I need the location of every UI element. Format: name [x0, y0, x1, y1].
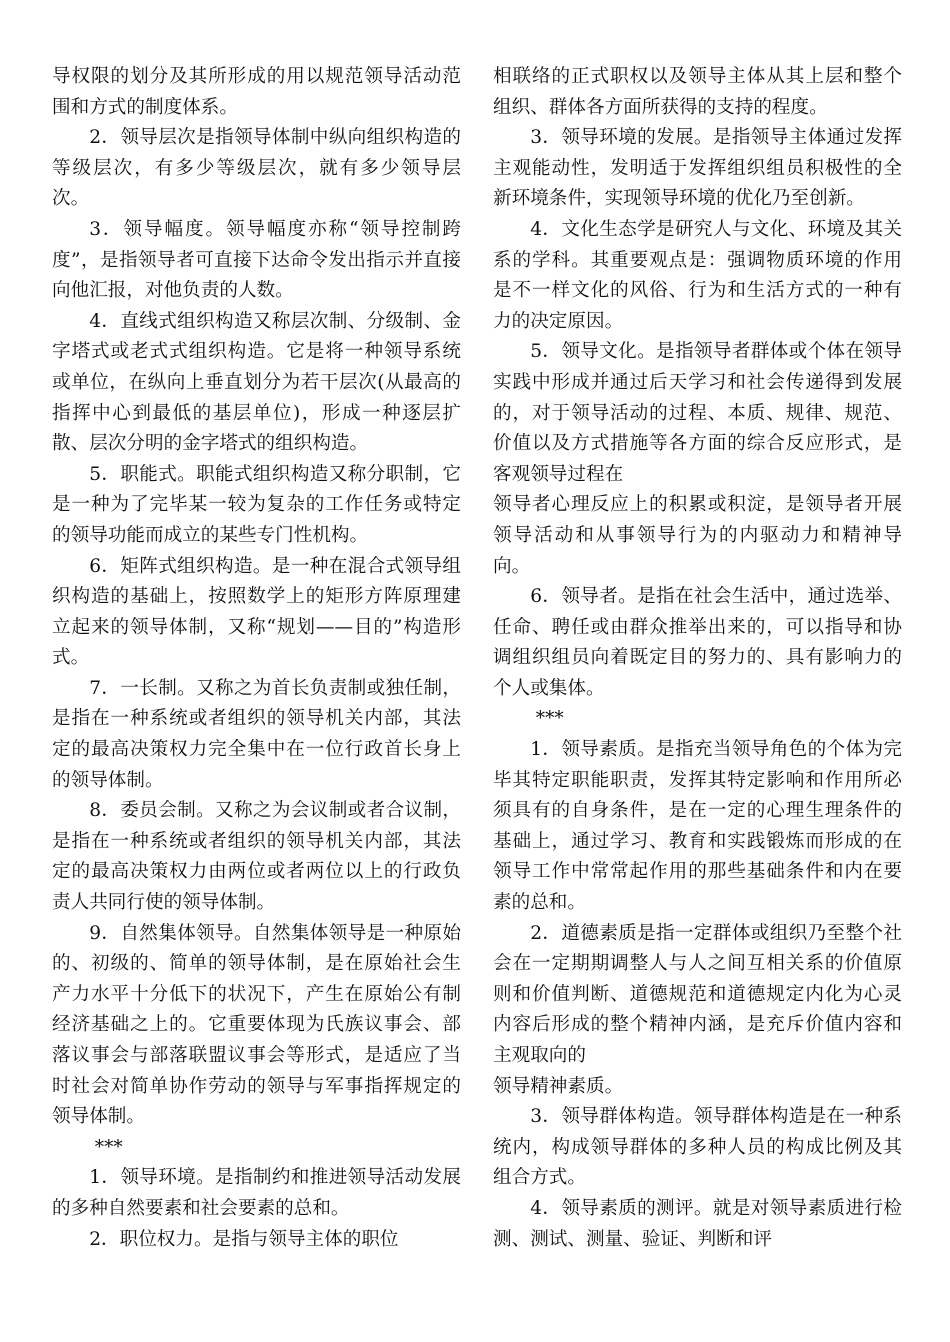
paragraph: 3．领导环境的发展。是指领导主体通过发挥主观能动性，发明适于发挥组织组员积极性的全新环境条件，实现领导环境的优化乃至创新。: [493, 127, 902, 210]
right-column: [493, 62, 902, 1255]
paragraph: 2．领导层次是指领导体制中纵向组织构造的等级层次，有多少等级层次，就有多少领导层次。: [52, 127, 461, 210]
paragraph: 1．领导素质。是指充当领导角色的个体为完毕其特定职能职责，发挥其特定影响和作用所必须具有的自身条件，是在一定的心理生理条件的基础上，通过学习、教育和实践锻炼而形成的在领导工作中常常起作用的那些基础条件和内在要素的总和。: [493, 739, 902, 914]
paragraph: 9．自然集体领导。自然集体领导是一种原始的、初级的、简单的领导体制，是在原始社会生产力水平十分低下的状况下，产生在原始公有制经济基础之上的。它重要体现为氏族议事会、部落议事会与部落联盟议事会等形式，是适应了当时社会对简单协作劳动的领导与军事指挥规定的领导体制。: [52, 922, 461, 1128]
paragraph: 领导精神素质。: [493, 1075, 624, 1097]
paragraph: 4．文化生态学是研究人与文化、环境及其关系的学科。其重要观点是：强调物质环境的作用是不一样文化的风俗、行为和生活方式的一种有力的决定原因。: [493, 218, 902, 332]
paragraph: 8．委员会制。又称之为会议制或者合议制，是指在一种系统或者组织的领导机关内部，其法定的最高决策权力由两位或者两位以上的行政负责人共同行使的领导体制。: [52, 800, 461, 914]
paragraph: 2．职位权力。是指与领导主体的职位: [89, 1228, 399, 1250]
paragraph: 6．矩阵式组织构造。是一种在混合式领导组织构造的基础上，按照数学上的矩形方阵原理建立起来的领导体制，又称“规划——目的”构造形式。: [52, 555, 461, 669]
paragraph: 6．领导者。是指在社会生活中，通过选举、任命、聘任或由群众推举出来的，可以指导和协调组织组员向着既定目的努力的、具有影响力的个人或集体。: [493, 586, 902, 699]
left-column: [52, 62, 461, 1255]
paragraph: 领导者心理反应上的积累或积淀，是领导者开展领导活动和从事领导行为的内驱动力和精神导向。: [493, 494, 902, 577]
section-separator: ***: [94, 1136, 123, 1158]
section-separator: ***: [535, 708, 564, 730]
paragraph: 4．领导素质的测评。就是对领导素质进行检测、测试、测量、验证、判断和评: [493, 1197, 902, 1250]
paragraph: 5．职能式。职能式组织构造又称分职制，它是一种为了完毕某一较为复杂的工作任务或特定的领导功能而成立的某些专门性机构。: [52, 463, 461, 546]
paragraph: 5．领导文化。是指领导者群体或个体在领导实践中形成并通过后天学习和社会传递得到发展的，对于领导活动的过程、本质、规律、规范、价值以及方式措施等各方面的综合反应形式，是客观领导过程在: [493, 341, 902, 485]
paragraph: 7．一长制。又称之为首长负责制或独任制，是指在一种系统或者组织的领导机关内部，其法定的最高决策权力完全集中在一位行政首长身上的领导体制。: [52, 677, 461, 791]
paragraph: 2．道德素质是指一定群体或组织乃至整个社会在一定期期调整人与人之间互相关系的价值原则和价值判断、道德规范和道德规定内化为心灵内容后形成的整个精神内涵，是充斥价值内容和主观取向的: [493, 922, 902, 1066]
paragraph: 3．领导群体构造。领导群体构造是在一种系统内，构成领导群体的多种人员的构成比例及其组合方式。: [493, 1106, 902, 1189]
paragraph: 4．直线式组织构造又称层次制、分级制、金字塔式或老式式组织构造。它是将一种领导系统或单位，在纵向上垂直划分为若干层次(从最高的指挥中心到最低的基层单位)，形成一种逐层扩散、层次分明的金字塔式的组织构造。: [52, 310, 461, 455]
paragraph: 相联络的正式职权以及领导主体从其上层和整个组织、群体各方面所获得的支持的程度。: [493, 66, 902, 118]
paragraph: 导权限的划分及其所形成的用以规范领导活动范围和方式的制度体系。: [52, 66, 461, 118]
paragraph: 1．领导环境。是指制约和推进领导活动发展的多种自然要素和社会要素的总和。: [52, 1167, 461, 1219]
paragraph: 3．领导幅度。领导幅度亦称“领导控制跨度”，是指领导者可直接下达命令发出指示并直接向他汇报，对他负责的人数。: [52, 218, 461, 302]
